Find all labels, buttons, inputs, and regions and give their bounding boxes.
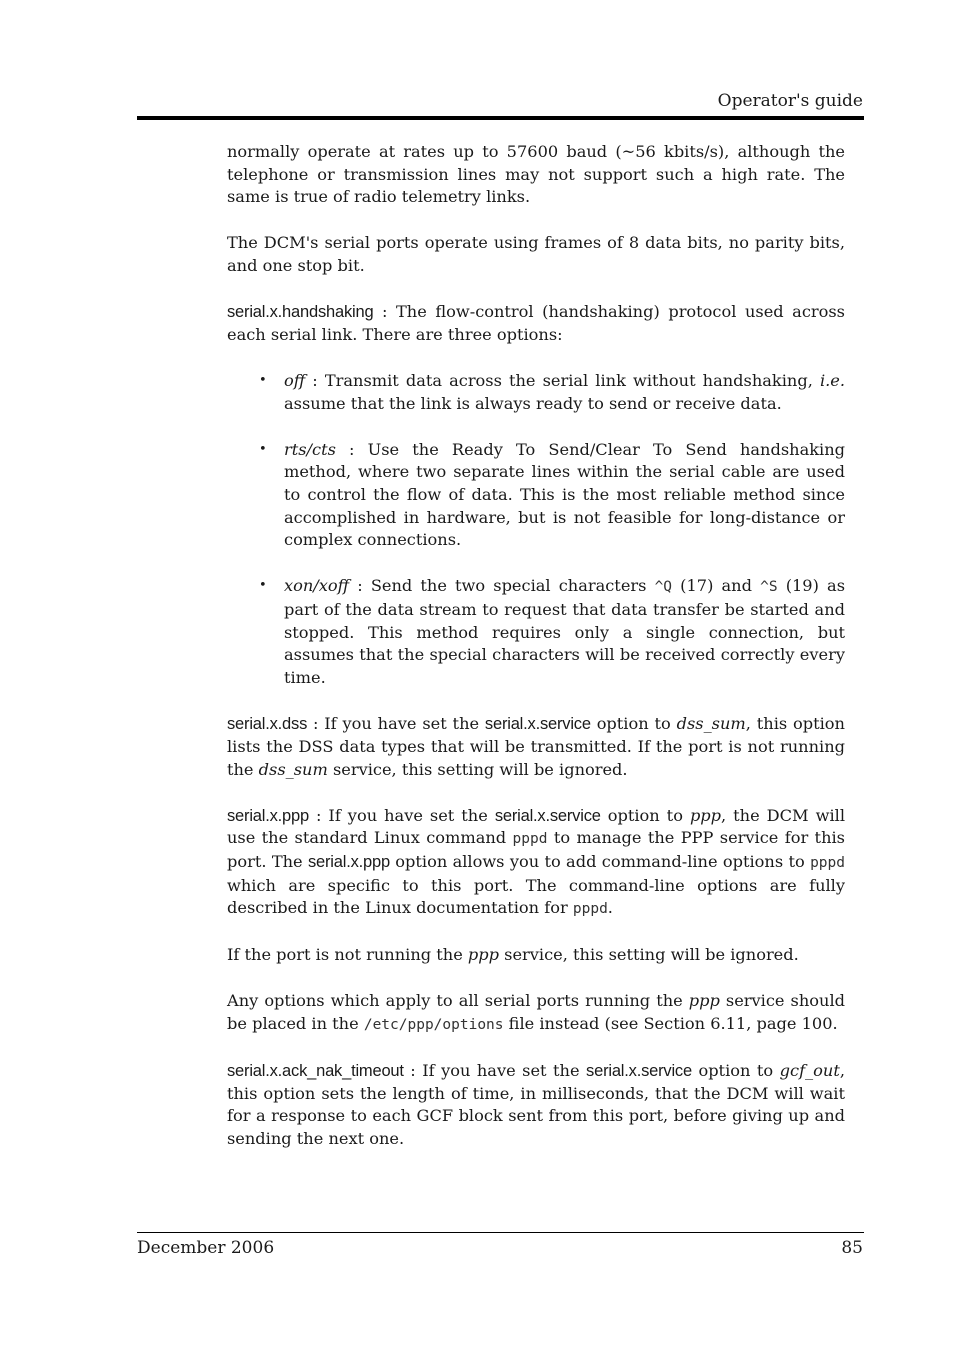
option-name: rts/cts xyxy=(284,439,336,459)
param-ack-nak-timeout: serial.x.ack_nak_timeout xyxy=(227,1062,404,1081)
value-ppp: ppp xyxy=(689,805,722,825)
list-item-rts-cts xyxy=(227,439,845,553)
param-ppp: serial.x.ppp xyxy=(227,806,309,825)
paragraph-text: If the port is not running the xyxy=(227,945,468,965)
value-dss-sum: dss_sum xyxy=(676,714,746,734)
code-pppd: pppd xyxy=(512,831,548,848)
option-text: : Send the two special characters xyxy=(349,576,655,596)
value-ppp: ppp xyxy=(688,991,720,1011)
paragraph-text: . xyxy=(607,898,613,918)
footer-date: December 2006 xyxy=(137,1238,275,1258)
paragraph-text: which are specific to this port. The command-line options are fully described in the Linux documentation for xyxy=(227,875,845,918)
bullet-icon: • xyxy=(259,578,267,594)
bullet-icon: • xyxy=(259,372,267,388)
param-dss: serial.x.dss xyxy=(227,715,308,734)
code-options-path: /etc/ppp/options xyxy=(363,1017,504,1034)
param-service: serial.x.service xyxy=(484,715,591,734)
paragraph-text: , this option lists the DSS data types that will be transmitted. If the port is not running the xyxy=(227,714,845,779)
value-gcf-out: gcf_out xyxy=(779,1061,840,1081)
paragraph-frame-format: The DCM's serial ports operate using frames of 8 data bits, no parity bits, and one stop bit. xyxy=(227,233,845,276)
paragraph-ppp xyxy=(227,805,845,922)
paragraph-text: option to xyxy=(691,1061,780,1081)
code-ctrl-s: ^S xyxy=(760,579,778,596)
option-text: assume that the link is always ready to send or receive data. xyxy=(284,393,782,413)
paragraph-text: file instead (see Section 6.11, page 100. xyxy=(503,1014,838,1034)
option-text: (17) and xyxy=(672,576,761,596)
paragraph-text: option allows you to add command-line options to xyxy=(389,851,811,871)
page-number: 85 xyxy=(841,1238,863,1258)
paragraph-text: option to xyxy=(600,805,690,825)
bullet-icon: • xyxy=(259,441,267,457)
value-ppp: ppp xyxy=(467,945,500,965)
paragraph-text: : If you have set the xyxy=(307,714,485,734)
paragraph-text: , the DCM will use the standard Linux command xyxy=(227,805,845,848)
page-body xyxy=(227,141,845,1174)
list-item-xon-xoff xyxy=(227,575,845,690)
header-rule xyxy=(137,116,864,120)
code-ctrl-q: ^Q xyxy=(654,579,673,596)
paragraph-text: service, this setting will be ignored. xyxy=(499,945,799,965)
paragraph-text: Any options which apply to all serial ports running the xyxy=(227,991,689,1011)
param-handshaking: serial.x.handshaking xyxy=(227,303,374,322)
handshaking-description: : The flow-control (handshaking) protocol used across each serial link. There are three options: xyxy=(227,302,845,344)
option-text: (19) as part of the data stream to request that data transfer be started and stopped. This method requires only a single connection, but assumes that the special characters will be received correctly every time. xyxy=(284,576,846,688)
list-item-off xyxy=(227,370,845,415)
param-ppp: serial.x.ppp xyxy=(307,852,390,871)
option-abbrev: i.e. xyxy=(819,370,845,390)
paragraph-text: , this option sets the length of time, in milliseconds, that the DCM will wait for a response to each GCF block sent from this port, before giving up and sending the next one. xyxy=(227,1061,845,1149)
value-dss-sum: dss_sum xyxy=(258,759,328,779)
option-name: xon/xoff xyxy=(284,576,350,596)
option-text: : Transmit data across the serial link without handshaking, xyxy=(305,370,820,390)
paragraph-text: service should be placed in the xyxy=(227,991,846,1034)
param-service: serial.x.service xyxy=(494,806,601,825)
param-service: serial.x.service xyxy=(586,1062,692,1081)
paragraph-handshaking xyxy=(227,301,845,346)
paragraph-ack-nak-timeout xyxy=(227,1060,845,1151)
paragraph-ppp-options xyxy=(227,990,845,1036)
paragraph-text: : If you have set the xyxy=(308,805,495,825)
paragraph-dss xyxy=(227,713,845,781)
handshaking-options-list xyxy=(227,370,845,690)
paragraph-text: option to xyxy=(590,714,677,734)
paragraph-text: service, this setting will be ignored. xyxy=(327,759,628,779)
option-name: off xyxy=(284,370,306,390)
paragraph-text: : If you have set the xyxy=(403,1061,587,1081)
code-pppd: pppd xyxy=(572,901,608,918)
paragraph-ppp-note xyxy=(227,944,845,967)
footer-rule xyxy=(137,1232,864,1233)
paragraph-text: to manage the PPP service for this port. The xyxy=(227,828,845,871)
option-text: : Use the Ready To Send/Clear To Send handshaking method, where two separate lines within the serial cable are used to control the flow of data. This is the most reliable method since accomplished in hardware, but is not feasible for long-distance or complex connections. xyxy=(284,439,845,550)
paragraph-baud-rates: normally operate at rates up to 57600 baud (~56 kbits/s), although the telephone or transmission lines may not support such a high rate. The same is true of radio telemetry links. xyxy=(227,142,845,207)
running-header: Operator's guide xyxy=(717,91,863,111)
code-pppd: pppd xyxy=(810,854,845,871)
